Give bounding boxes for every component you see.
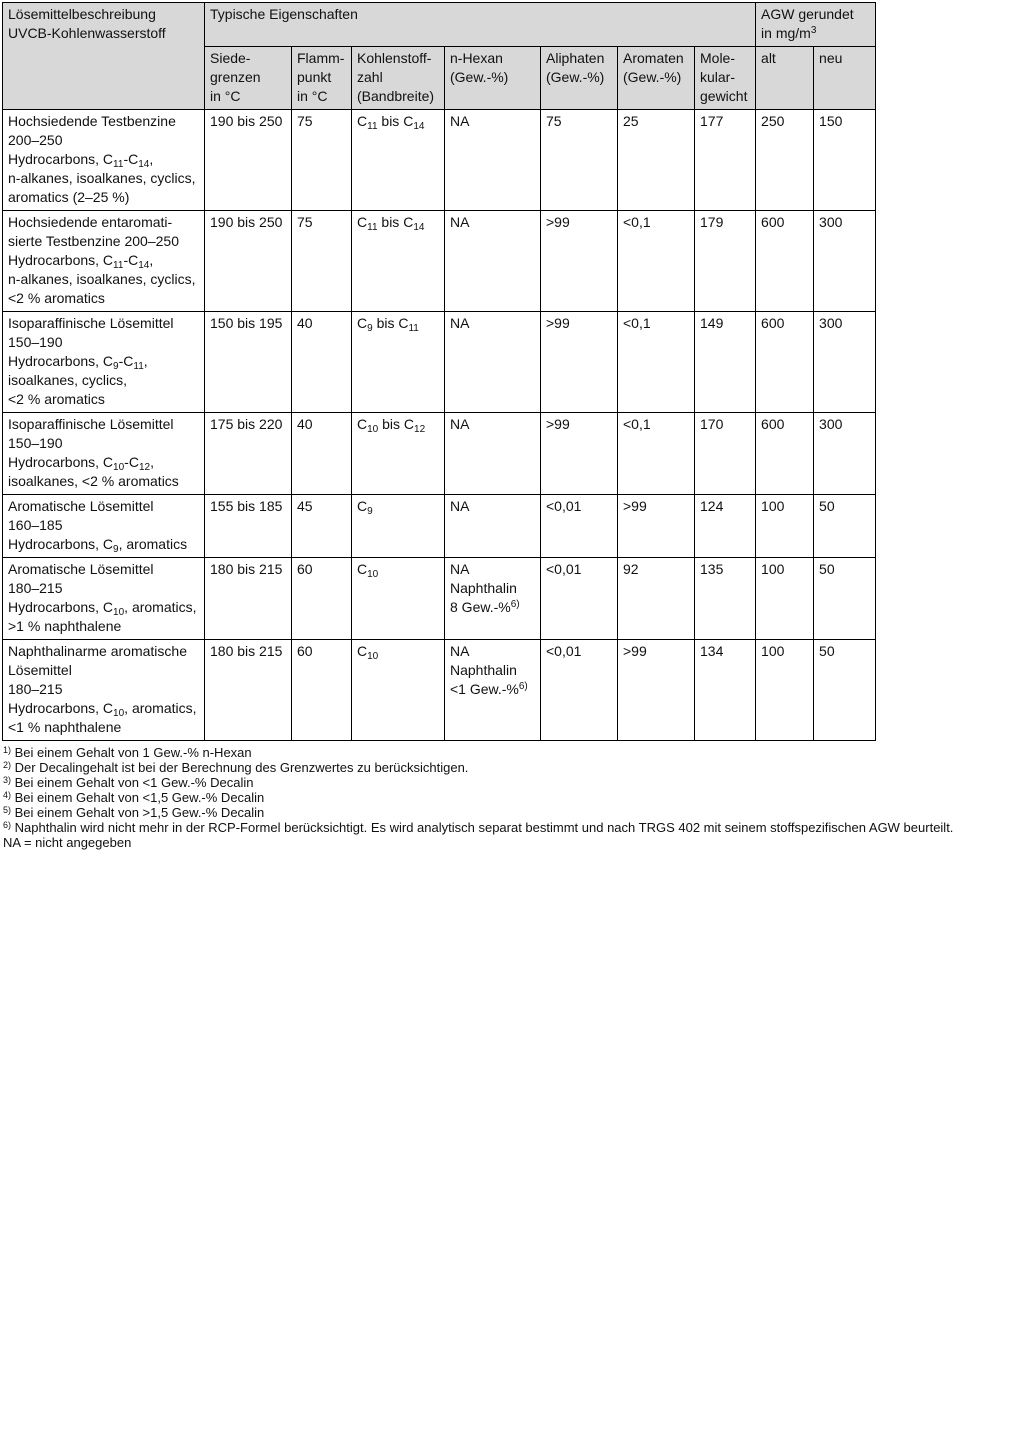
header-flammpunkt: Flamm- punkt in °C [292,47,352,110]
cell-aromatics: <0,1 [618,211,695,312]
cell-boiling-range: 180 bis 215 [205,640,292,741]
cell-n-hexane: NA [445,211,541,312]
cell-n-hexane: NA Naphthalin 8 Gew.-%$^{6)}$ [445,558,541,640]
cell-n-hexane: NA [445,312,541,413]
cell-n-hexane: NA Naphthalin <1 Gew.-%$^{6)}$ [445,640,541,741]
cell-flash-point: 60 [292,640,352,741]
cell-n-hexane: NA [445,110,541,211]
cell-agw-neu: 50 [814,495,876,558]
cell-flash-point: 75 [292,110,352,211]
header-substance: Lösemittelbeschreibung UVCB-Kohlenwasserstoff [3,3,205,110]
cell-molecular-weight: 124 [695,495,756,558]
footnote-4: $^{4)}$ Bei einem Gehalt von <1,5 Gew.-% Decalin [3,790,265,805]
table-row [3,312,876,413]
header-aromaten: Aromaten (Gew.-%) [618,47,695,110]
cell-boiling-range: 190 bis 250 [205,211,292,312]
cell-agw-alt: 100 [756,495,814,558]
cell-flash-point: 40 [292,413,352,495]
cell-aromatics: 25 [618,110,695,211]
header-aliphaten: Aliphaten (Gew.-%) [541,47,618,110]
cell-aromatics: >99 [618,495,695,558]
cell-carbon-number: $C_9$ [352,495,445,558]
cell-agw-neu: 150 [814,110,876,211]
cell-carbon-number: $C_9$ bis $C_{11}$ [352,312,445,413]
cell-substance: Naphthalinarme aromatische Lösemittel 180–215 Hydrocarbons, $C_{10}$, aromatics, <1 % naphthalene [3,640,205,741]
cell-flash-point: 60 [292,558,352,640]
cell-carbon-number: $C_{10}$ bis $C_{12}$ [352,413,445,495]
table-row [3,110,876,211]
cell-flash-point: 40 [292,312,352,413]
header-n-hexan: n-Hexan (Gew.-%) [445,47,541,110]
cell-boiling-range: 150 bis 195 [205,312,292,413]
cell-molecular-weight: 149 [695,312,756,413]
footnote-2: $^{2)}$ Der Decalingehalt ist bei der Berechnung des Grenzwertes zu berücksichtigen. [3,760,469,775]
cell-carbon-number: $C_{10}$ [352,640,445,741]
cell-aliphatics: <0,01 [541,558,618,640]
cell-flash-point: 45 [292,495,352,558]
cell-aromatics: >99 [618,640,695,741]
header-row-groups [3,3,876,47]
cell-carbon-number: $C_{11}$ bis $C_{14}$ [352,211,445,312]
cell-boiling-range: 175 bis 220 [205,413,292,495]
cell-agw-alt: 600 [756,413,814,495]
cell-agw-neu: 50 [814,558,876,640]
footnote-1: $^{1)}$ Bei einem Gehalt von 1 Gew.-% n-Hexan [3,745,252,760]
cell-molecular-weight: 134 [695,640,756,741]
cell-carbon-number: $C_{10}$ [352,558,445,640]
cell-aliphatics: <0,01 [541,495,618,558]
cell-aliphatics: >99 [541,413,618,495]
header-group-agw: AGW gerundet in $mg/m^3$ [756,3,876,47]
cell-molecular-weight: 135 [695,558,756,640]
cell-substance: Isoparaffinische Lösemittel 150–190 Hydrocarbons, $C_9-C_{11}$, isoalkanes, cyclics, <2 % aromatics [3,312,205,413]
cell-aliphatics: <0,01 [541,640,618,741]
cell-n-hexane: NA [445,413,541,495]
table-header [3,3,876,110]
cell-agw-alt: 100 [756,640,814,741]
cell-boiling-range: 155 bis 185 [205,495,292,558]
cell-agw-neu: 50 [814,640,876,741]
header-kohlenstoffzahl: Kohlenstoff- zahl (Bandbreite) [352,47,445,110]
cell-molecular-weight: 170 [695,413,756,495]
table-body [3,110,876,741]
footnote-6: $^{6)}$ Naphthalin wird nicht mehr in der RCP-Formel berücksichtigt. Es wird analytisch separat bestimmt und nach TRGS 402 mit seinem stoffspezifischen AGW beurteilt. [3,820,954,835]
cell-molecular-weight: 179 [695,211,756,312]
cell-boiling-range: 180 bis 215 [205,558,292,640]
solvent-properties-table [2,2,876,741]
cell-flash-point: 75 [292,211,352,312]
cell-substance: Hochsiedende Testbenzine 200–250 Hydrocarbons, $C_{11}-C_{14}$, n-alkanes, isoalkanes, cyclics, aromatics (2–25 %) [3,110,205,211]
na-legend: NA = nicht angegeben [3,835,132,850]
header-molekulargewicht: Mole- kular- gewicht [695,47,756,110]
header-siedegrenzen: Siede- grenzen in °C [205,47,292,110]
cell-aromatics: <0,1 [618,413,695,495]
cell-agw-alt: 250 [756,110,814,211]
cell-agw-neu: 300 [814,413,876,495]
footnote-5: $^{5)}$ Bei einem Gehalt von >1,5 Gew.-% Decalin [3,805,265,820]
header-group-typische-eigenschaften: Typische Eigenschaften [205,3,756,47]
cell-aliphatics: >99 [541,312,618,413]
cell-agw-alt: 600 [756,312,814,413]
cell-agw-neu: 300 [814,211,876,312]
cell-n-hexane: NA [445,495,541,558]
table-row [3,413,876,495]
cell-carbon-number: $C_{11}$ bis $C_{14}$ [352,110,445,211]
cell-substance: Hochsiedende entaromati- sierte Testbenzine 200–250 Hydrocarbons, $C_{11}-C_{14}$, n-alkanes, isoalkanes, cyclics, <2 % aromatics [3,211,205,312]
cell-agw-alt: 600 [756,211,814,312]
table-row [3,640,876,741]
header-agw-neu: neu [814,47,876,110]
cell-agw-alt: 100 [756,558,814,640]
footnotes [2,745,1022,850]
footnote-3: $^{3)}$ Bei einem Gehalt von <1 Gew.-% Decalin [3,775,254,790]
cell-substance: Isoparaffinische Lösemittel 150–190 Hydrocarbons, $C_{10}-C_{12}$, isoalkanes, <2 % aromatics [3,413,205,495]
table-row [3,495,876,558]
cell-boiling-range: 190 bis 250 [205,110,292,211]
header-agw-alt: alt [756,47,814,110]
cell-molecular-weight: 177 [695,110,756,211]
cell-substance: Aromatische Lösemittel 180–215 Hydrocarbons, $C_{10}$, aromatics, >1 % naphthalene [3,558,205,640]
cell-aliphatics: >99 [541,211,618,312]
cell-substance: Aromatische Lösemittel 160–185 Hydrocarbons, $C_9$, aromatics [3,495,205,558]
table-row [3,211,876,312]
cell-aromatics: <0,1 [618,312,695,413]
table-row [3,558,876,640]
cell-agw-neu: 300 [814,312,876,413]
cell-aliphatics: 75 [541,110,618,211]
cell-aromatics: 92 [618,558,695,640]
